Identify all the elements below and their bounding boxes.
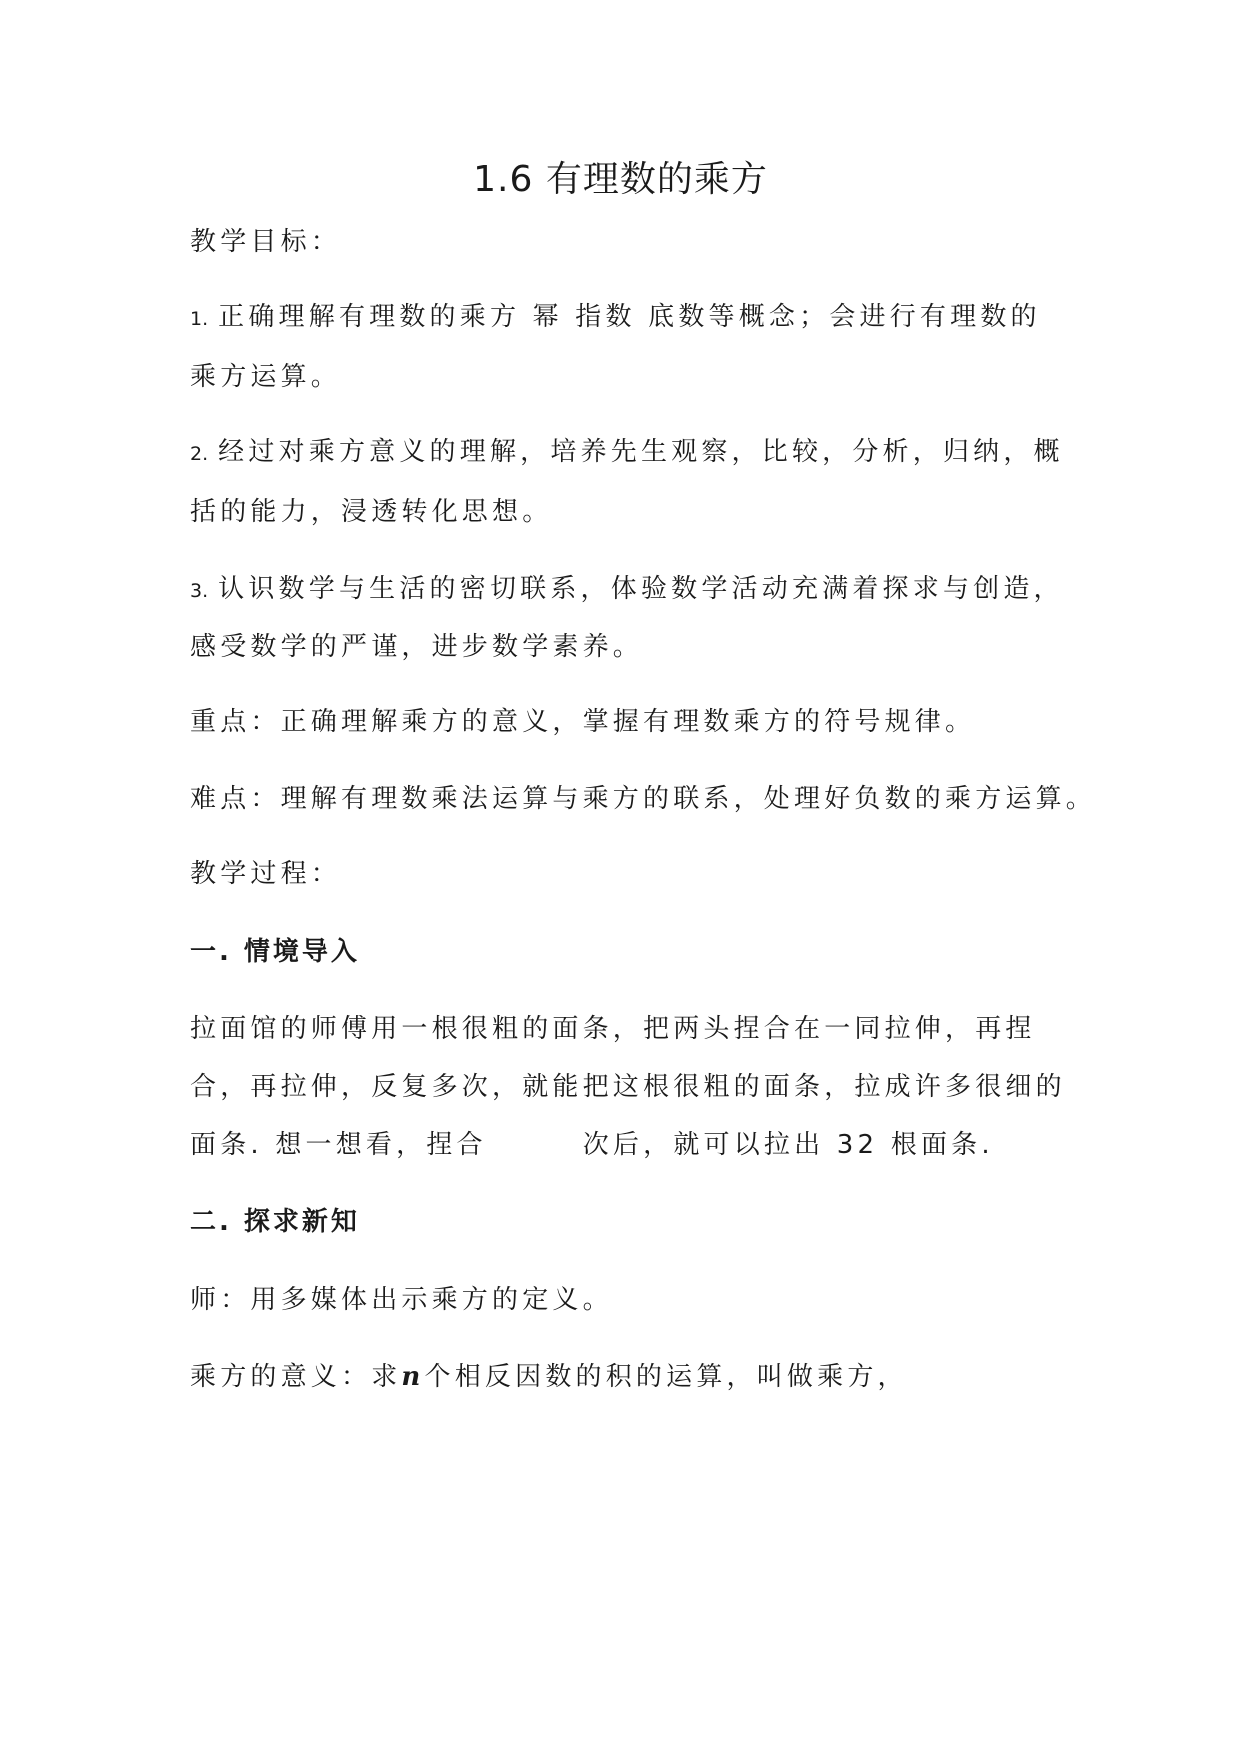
section-1-heading: 一. 情境导入	[190, 937, 360, 967]
key-point: 重点：正确理解乘方的意义，掌握有理数乘方的符号规律。	[190, 707, 976, 737]
section-2-line-1: 师：用多媒体出示乘方的定义。	[190, 1285, 613, 1315]
process-heading: 教学过程：	[190, 859, 342, 889]
difficulty: 难点：理解有理数乘法运算与乘方的联系，处理好负数的乘方运算。	[190, 784, 1097, 814]
objective-3-number: 3.	[190, 580, 209, 602]
section-1-line-3-end: 次后，就可以拉出 32 根面条.	[582, 1130, 994, 1160]
objective-3-text: 认识数学与生活的密切联系，体验数学活动充满着探求与创造，	[218, 574, 1064, 604]
objective-3-line-2: 感受数学的严谨，进步数学素养。	[190, 632, 644, 662]
definition-start: 乘方的意义：求	[190, 1362, 402, 1392]
section-1-line-3-start: 面条. 想一想看，捏合	[190, 1130, 487, 1160]
section-2-heading: 二. 探求新知	[190, 1207, 360, 1237]
objectives-heading: 教学目标：	[190, 227, 342, 257]
objective-1-line-2: 乘方运算。	[190, 362, 342, 392]
objective-2-number: 2.	[190, 443, 209, 465]
definition-end: 个相反因数的积的运算，叫做乘方，	[424, 1362, 908, 1392]
objective-1-text: 正确理解有理数的乘方 幂 指数 底数等概念；会进行有理数的	[218, 302, 1041, 332]
section-1-line-2: 合，再拉伸，反复多次，就能把这根很粗的面条，拉成许多很细的	[190, 1072, 1066, 1102]
section-1-line-3	[190, 1128, 1070, 1162]
section-2-line-2	[190, 1360, 1070, 1394]
objective-2-text: 经过对乘方意义的理解，培养先生观察，比较，分析，归纳，概	[218, 437, 1064, 467]
objective-1-number: 1.	[190, 308, 209, 330]
section-1-line-1: 拉面馆的师傅用一根很粗的面条，把两头捏合在一同拉伸，再捏	[190, 1014, 1036, 1044]
objective-2-line-2: 括的能力，浸透转化思想。	[190, 497, 553, 527]
objective-2-line-1	[190, 435, 1070, 471]
page-title: 1.6 有理数的乘方	[473, 159, 768, 200]
objective-3-line-1	[190, 572, 1070, 608]
objective-1-line-1	[190, 300, 1070, 336]
variable-n: n	[401, 1362, 425, 1392]
